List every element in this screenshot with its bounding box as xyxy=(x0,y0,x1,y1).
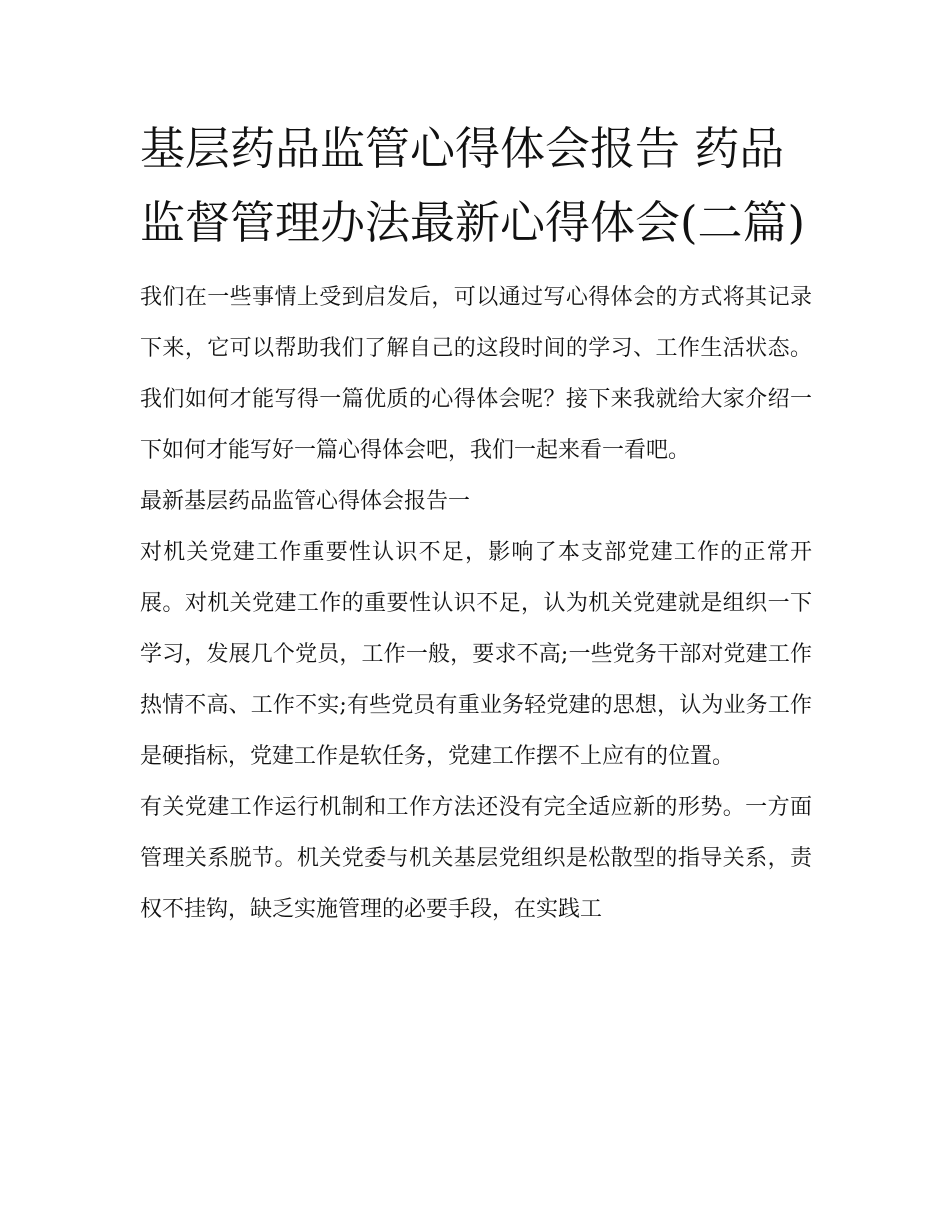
body-paragraph: 有关党建工作运行机制和工作方法还没有完全适应新的形势。一方面管理关系脱节。机关党委与机关基层党组织是松散型的指导关系，责权不挂钩，缺乏实施管理的必要手段，在实践工 xyxy=(140,795,812,922)
section-heading: 最新基层药品监管心得体会报告一 xyxy=(140,489,471,514)
document-title: 基层药品监管心得体会报告 药品监督管理办法最新心得体会(二篇) xyxy=(140,122,806,249)
document-content xyxy=(140,112,812,935)
body-paragraph: 对机关党建工作重要性认识不足，影响了本支部党建工作的正常开展。对机关党建工作的重要性认识不足，认为机关党建就是组织一下学习，发展几个党员，工作一般，要求不高;一些党务干部对党建工作热情不高、工作不实;有些党员有重业务轻党建的思想，认为业务工作是硬指标，党建工作是软任务，党建工作摆不上应有的位置。 xyxy=(140,540,812,769)
intro-paragraph: 我们在一些事情上受到启发后，可以通过写心得体会的方式将其记录下来，它可以帮助我们了解自己的这段时间的学习、工作生活状态。我们如何才能写得一篇优质的心得体会呢？接下来我就给大家介绍一下如何才能写好一篇心得体会吧，我们一起来看一看吧。 xyxy=(140,285,812,463)
